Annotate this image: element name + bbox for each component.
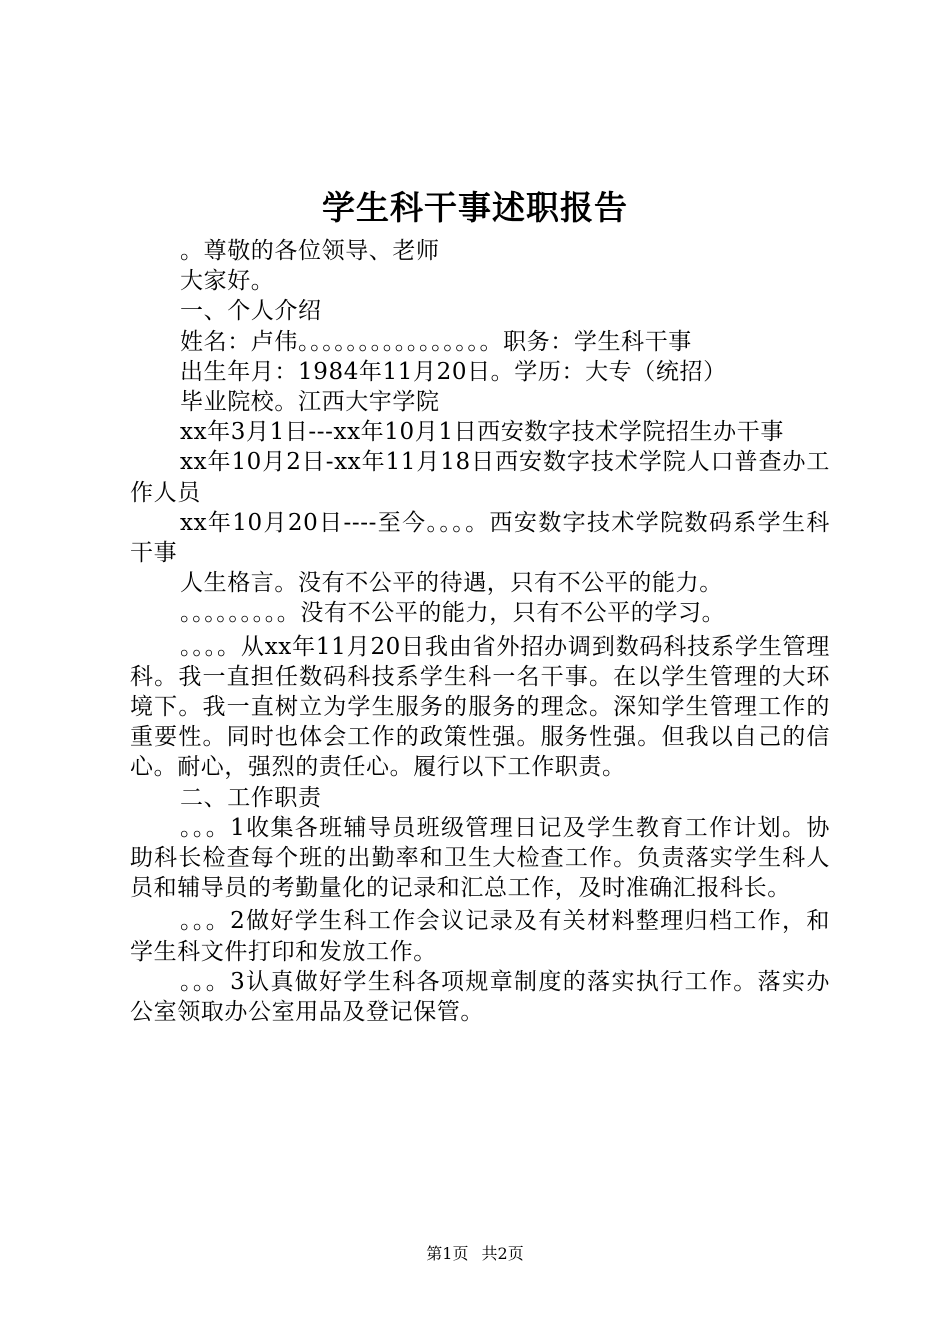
paragraph-name: 姓名：卢伟。。。。。。。。。。。。。。。。职务：学生科干事 xyxy=(180,328,692,355)
paragraph-school: 毕业院校。江西大宇学院 xyxy=(180,389,440,416)
paragraph-experience-3: xx年10月20日----至今。。。。西安数字技术学院数码系学生科干事 xyxy=(130,509,830,567)
paragraph-experience-1: xx年3月1日---xx年10月1日西安数字技术学院招生办干事 xyxy=(180,419,784,446)
document-title: 学生科干事述职报告 xyxy=(322,188,628,227)
paragraph-duty-2: 。。。2做好学生科工作会议记录及有关材料整理归档工作，和学生科文件打印和发放工作。 xyxy=(130,908,830,965)
paragraph-overview: 。。。。从xx年11月20日我由省外招办调到数码科技系学生管理科。我一直担任数码科技系学生科一名干事。在以学生管理的大环境下。我一直树立为学生服务的服务的理念。深知学生管理工作的重要性。同时也体会工作的政策性强。服务性强。但我以自己的信心。耐心，强烈的责任心。履行以下工作职责。 xyxy=(130,633,830,781)
paragraph-motto: 人生格言。没有不公平的待遇，只有不公平的能力。 xyxy=(180,570,723,597)
document-body xyxy=(130,236,830,1027)
paragraph-greeting: 大家好。 xyxy=(180,268,275,295)
page-footer xyxy=(0,1243,950,1265)
section-heading-duties: 二、工作职责 xyxy=(180,784,322,811)
paragraph-duty-3: 。。。3认真做好学生科各项规章制度的落实执行工作。落实办公室领取办公室用品及登记保管。 xyxy=(130,968,830,1026)
paragraph-salutation: 。尊敬的各位领导、老师 xyxy=(180,238,440,264)
paragraph-motto-2: 。。。。。。。。。没有不公平的能力，只有不公平的学习。 xyxy=(180,600,726,627)
page-number: 第1页 xyxy=(426,1244,469,1263)
paragraph-birth: 出生年月：1984年11月20日。学历：大专（统招） xyxy=(180,358,727,385)
section-heading-intro: 一、个人介绍 xyxy=(180,298,322,325)
paragraph-experience-2: xx年10月2日-xx年11月18日西安数字技术学院人口普查办工作人员 xyxy=(130,449,830,506)
page-total: 共2页 xyxy=(481,1244,524,1263)
paragraph-duty-1: 。。。1收集各班辅导员班级管理日记及学生教育工作计划。协助科长检查每个班的出勤率和卫生大检查工作。负责落实学生科人员和辅导员的考勤量化的记录和汇总工作，及时准确汇报科长。 xyxy=(130,814,830,902)
